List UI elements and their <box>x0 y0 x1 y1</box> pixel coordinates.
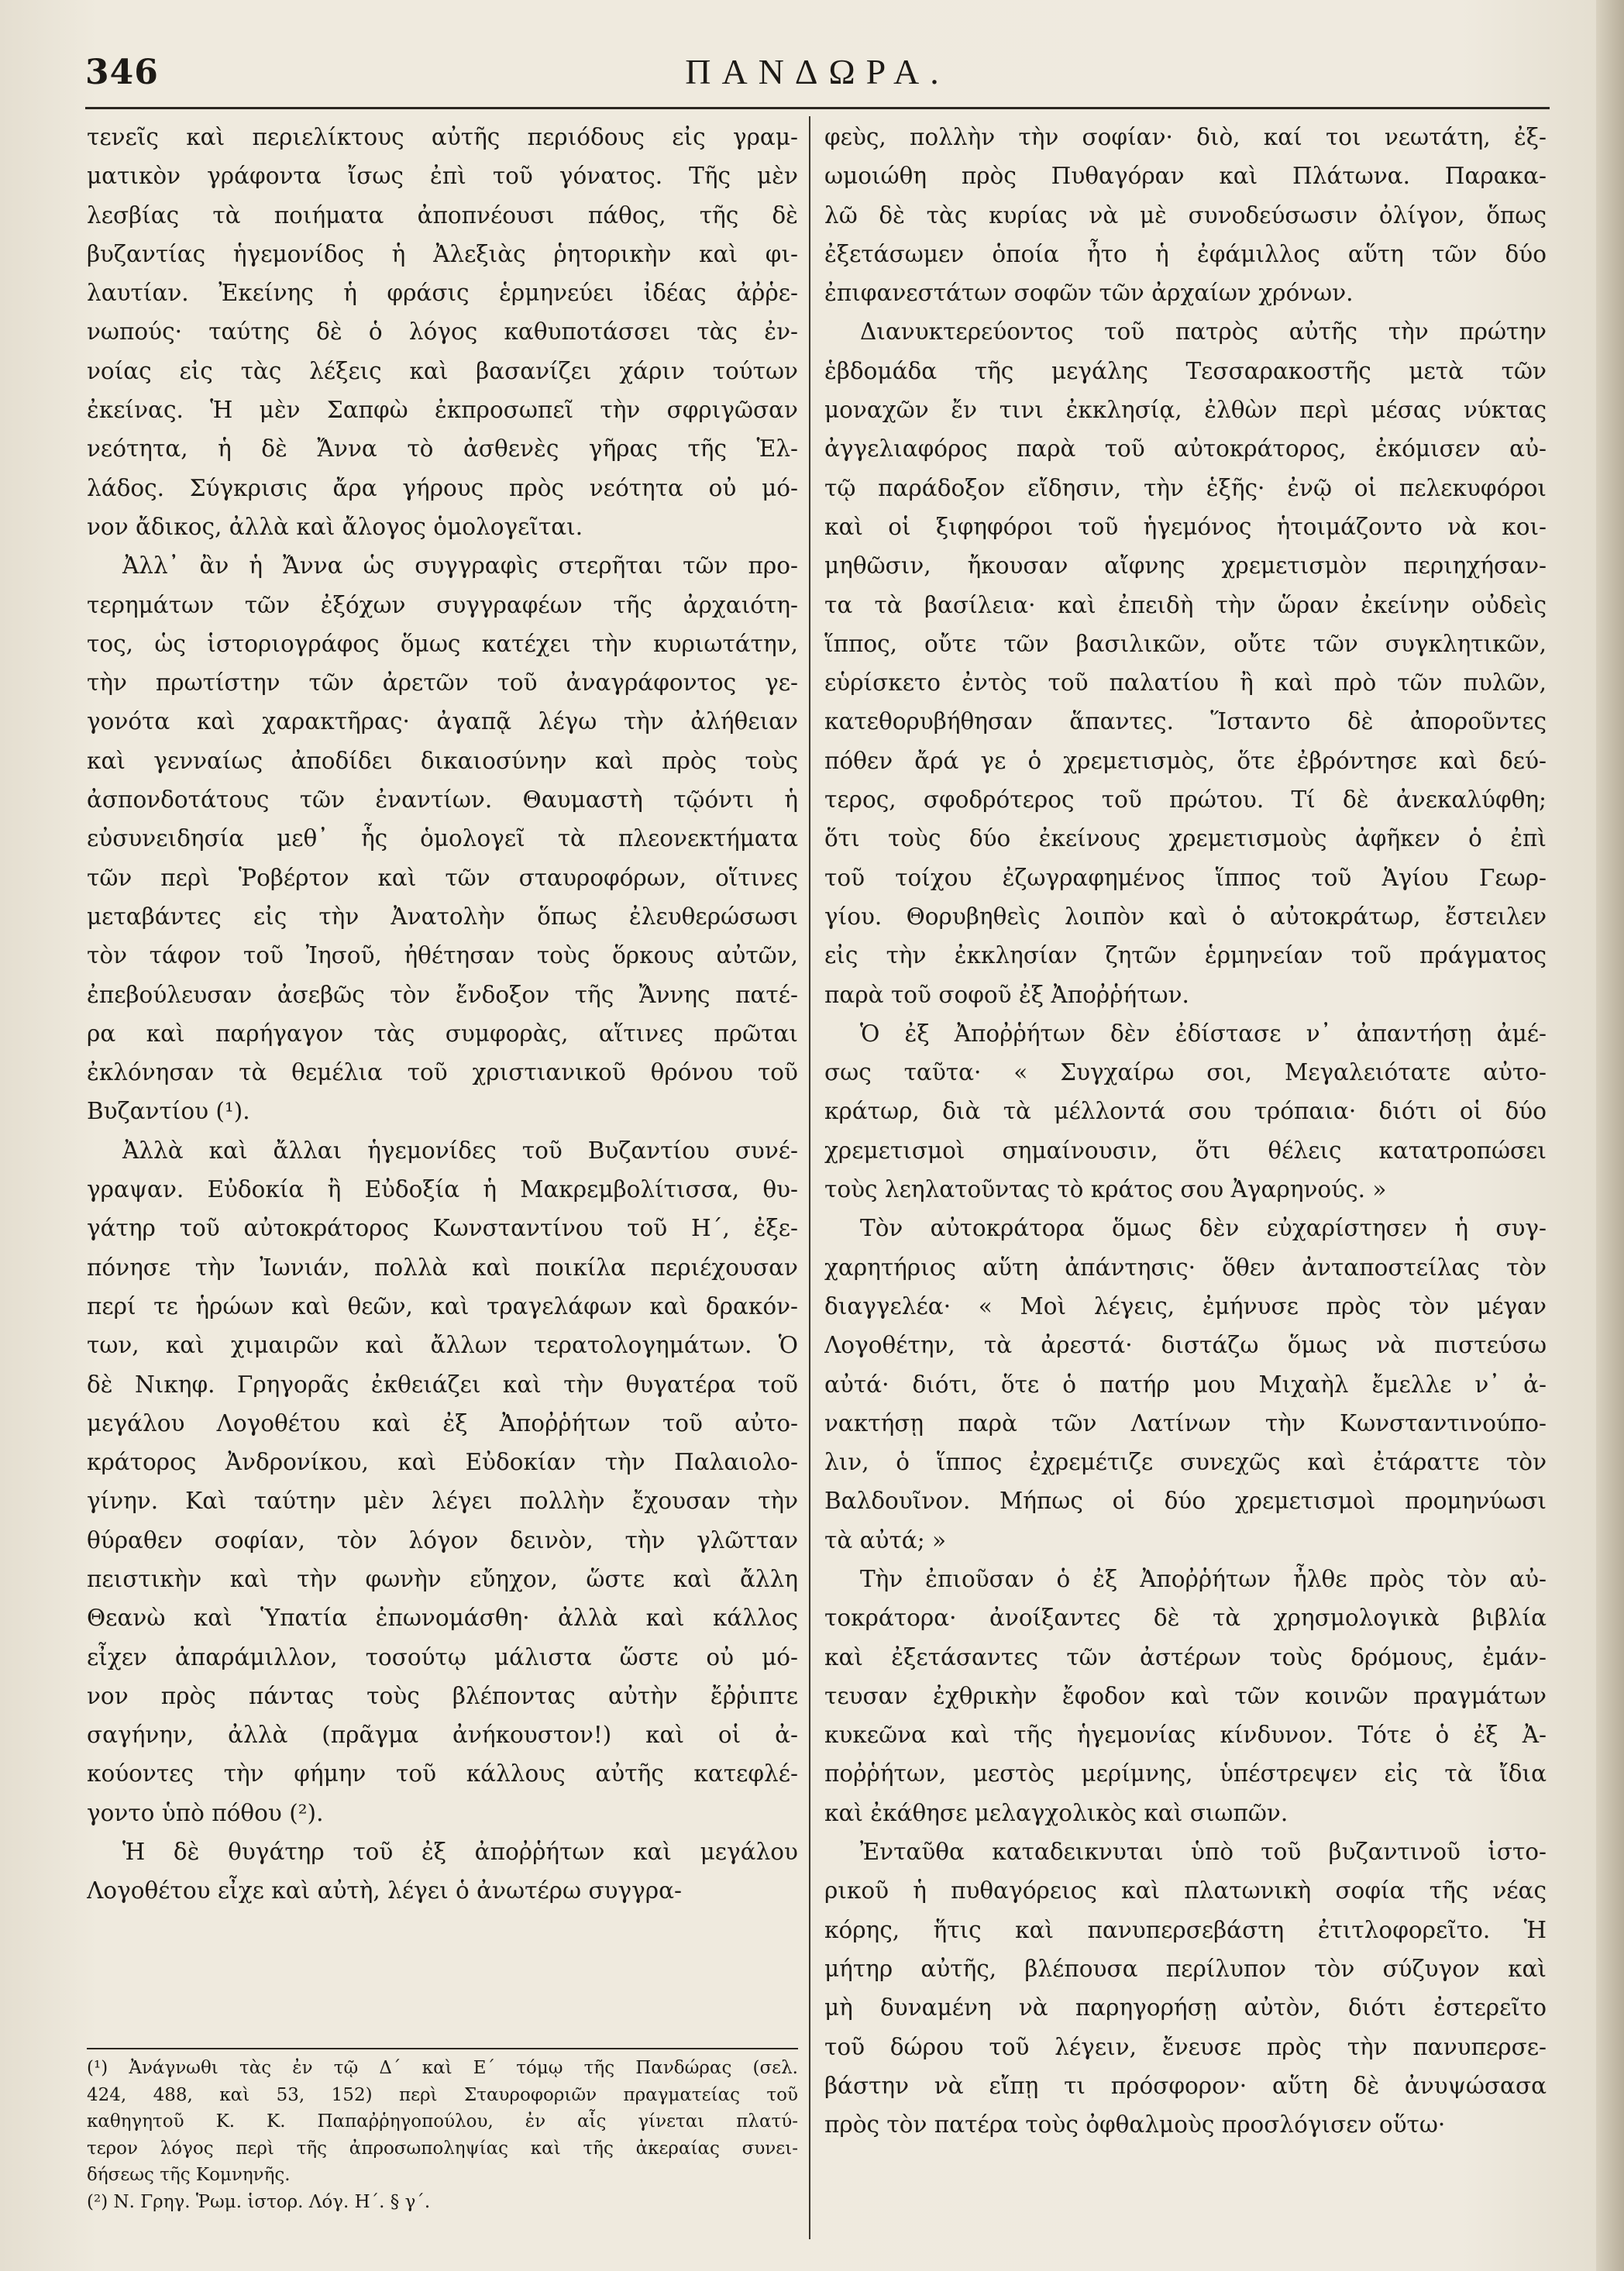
page-number: 346 <box>85 53 159 92</box>
text-line: τερημάτων τῶν ἐξόχων συγγραφέων τῆς ἀρχαιότη- <box>87 591 798 618</box>
text-line: ἐπιφανεστάτων σοφῶν τῶν ἀρχαίων χρόνων. <box>824 280 1354 307</box>
text-line: ἀσπονδοτάτους τῶν ἐναντίων. Θαυμαστὴ τῷόντι ἡ <box>87 786 798 814</box>
text-line: τῶν περὶ Ῥοβέρτον καὶ τῶν σταυροφόρων, οἵτινες <box>87 864 798 891</box>
footnote-line: δήσεως τῆς Κομνηνῆς. <box>87 2165 291 2185</box>
text-line: θύραθεν σοφίαν, τὸν λόγον δεινὸν, τὴν γλῶτταν <box>87 1526 798 1554</box>
header-rule <box>85 107 1550 109</box>
text-line: κατεθορυβήθησαν ἅπαντες. Ἵσταντο δὲ ἀποροῦντες <box>824 708 1547 735</box>
text-line: Ἀλλὰ καὶ ἄλλαι ἡγεμονίδες τοῦ Βυζαντίου συνέ- <box>122 1137 798 1164</box>
right-column <box>824 118 1547 2144</box>
text-line: τα τὰ βασίλεια· καὶ ἐπειδὴ τὴν ὥραν ἐκείνην οὐδεὶς <box>824 591 1547 618</box>
text-line: των, καὶ χιμαιρῶν καὶ ἄλλων τερατολογημάτων. Ὁ <box>87 1332 798 1359</box>
text-line: γοντο ὑπὸ πόθου (²). <box>87 1799 324 1826</box>
text-line: τοκράτορα· ἀνοίξαντες δὲ τὰ χρησμολογικὰ βιβλία <box>824 1605 1547 1632</box>
text-line: γίνην. Καὶ ταύτην μὲν λέγει πολλὴν ἔχουσαν τὴν <box>87 1488 798 1515</box>
text-line: καὶ γενναίως ἀποδίδει δικαιοσύνην καὶ πρὸς τοὺς <box>87 747 798 774</box>
column-divider <box>809 116 810 2239</box>
text-line: κράτορος Ἀνδρονίκου, καὶ Εὐδοκίαν τὴν Παλαιολο- <box>87 1449 798 1476</box>
text-line: σως ταῦτα· « Συγχαίρω σοι, Μεγαλειότατε αὐτο- <box>824 1059 1547 1086</box>
text-line: τῷ παράδοξον εἴδησιν, τὴν ἑξῆς· ἐνῷ οἱ πελεκυφόροι <box>824 474 1547 501</box>
text-line: γάτηρ τοῦ αὐτοκράτορος Κωνσταντίνου τοῦ Η΄, ἐξε- <box>87 1215 798 1242</box>
text-line: γονότα καὶ χαρακτῆρας· ἀγαπᾷ λέγω τὴν ἀλήθειαν <box>87 708 798 735</box>
text-line: τευσαν ἐχθρικὴν ἔφοδον καὶ τῶν κοινῶν πραγμάτων <box>824 1682 1547 1709</box>
text-line: κυκεῶνα καὶ τῆς ἡγεμονίας κίνδυνον. Τότε ὁ ἐξ Ἀ- <box>824 1722 1547 1749</box>
text-line: ἐκείνας. Ἡ μὲν Σαπφὼ ἐκπροσωπεῖ τὴν σφριγῶσαν <box>87 397 798 424</box>
text-line: πρὸς τὸν πατέρα τοὺς ὀφθαλμοὺς προσλόγισεν οὕτω· <box>824 2111 1446 2139</box>
text-line: βυζαντίας ἡγεμονίδος ἡ Ἀλεξιὰς ῥητορικὴν καὶ φι- <box>87 240 798 267</box>
text-line: νακτήσῃ παρὰ τῶν Λατίνων τὴν Κωνσταντινούπο- <box>824 1409 1547 1437</box>
text-line: τοὺς λεηλατοῦντας τὸ κράτος σου Ἀγαρηνούς. » <box>824 1176 1387 1203</box>
text-line: νοίας εἰς τὰς λέξεις καὶ βασανίζει χάριν τούτων <box>87 357 798 384</box>
text-line: νον ἄδικος, ἀλλὰ καὶ ἄλογος ὁμολογεῖται. <box>87 513 583 540</box>
text-line: Βαλδουῖνον. Μήπως οἱ δύο χρεμετισμοὶ προμηνύωσι <box>824 1488 1547 1515</box>
text-line: μοναχῶν ἔν τινι ἐκκλησίᾳ, ἐλθὼν περὶ μέσας νύκτας <box>824 397 1547 424</box>
text-line: νεότητα, ἡ δὲ Ἄννα τὸ ἀσθενὲς γῆρας τῆς Ἑλ- <box>87 435 798 463</box>
text-line: αὐτά· διότι, ὅτε ὁ πατήρ μου Μιχαὴλ ἔμελλε ν᾽ ἀ- <box>824 1371 1547 1398</box>
text-line: πόνησε τὴν Ἰωνιάν, πολλὰ καὶ ποικίλα περιέχουσαν <box>87 1254 798 1281</box>
running-head: ΠΑΝΔΩΡΑ. <box>685 52 950 91</box>
text-line: μηθῶσιν, ἤκουσαν αἴφνης χρεμετισμὸν περιηχήσαν- <box>824 552 1547 580</box>
text-line: ωμοιώθη πρὸς Πυθαγόραν καὶ Πλάτωνα. Παρακα- <box>824 163 1547 190</box>
text-line: Τὸν αὐτοκράτορα ὅμως δὲν εὐχαρίστησεν ἡ συγ- <box>860 1215 1547 1242</box>
footnote-line: καθηγητοῦ Κ. Κ. Παπαῤῥηγοπούλου, ἐν αἷς γίνεται πλατύ- <box>87 2111 798 2132</box>
text-line: Λογοθέτου εἶχε καὶ αὐτὴ, λέγει ὁ ἀνωτέρω συγγρα- <box>87 1877 683 1905</box>
footnote-rule <box>87 2048 798 2049</box>
text-line: χαρητήριος αὕτη ἀπάντησις· ὅθεν ἀνταποστείλας τὸν <box>824 1254 1547 1281</box>
text-line: τὰ αὐτά; » <box>824 1526 947 1554</box>
text-line: Βυζαντίου (¹). <box>87 1098 250 1125</box>
text-line: τοῦ τοίχου ἐζωγραφημένος ἵππος τοῦ Ἁγίου Γεωρ- <box>824 864 1547 891</box>
text-line: καὶ ἐκάθησε μελαγχολικὸς καὶ σιωπῶν. <box>824 1799 1289 1826</box>
text-line: ἵππος, οὔτε τῶν βασιλικῶν, οὔτε τῶν συγκλητικῶν, <box>824 630 1547 657</box>
footnote-line: τερον λόγος περὶ τῆς ἀπροσωποληψίας καὶ τῆς ἀκεραίας συνει- <box>87 2138 798 2159</box>
text-line: εἰς τὴν ἐκκλησίαν ζητῶν ἑρμηνείαν τοῦ πράγματος <box>824 942 1547 969</box>
text-line: καὶ οἱ ξιφηφόροι τοῦ ἡγεμόνος ἡτοιμάζοντο νὰ κοι- <box>824 513 1547 540</box>
text-line: λιν, ὁ ἵππος ἐχρεμέτιζε συνεχῶς καὶ ἐτάραττε τὸν <box>824 1449 1547 1476</box>
text-line: καὶ ἐξετάσαντες τῶν ἀστέρων τοὺς δρόμους, ἐμάν- <box>824 1643 1547 1671</box>
text-line: παρὰ τοῦ σοφοῦ ἐξ Ἀποῤῥήτων. <box>824 981 1189 1008</box>
text-line: κράτωρ, διὰ τὰ μέλλοντά σου τρόπαια· διότι οἱ δύο <box>824 1098 1547 1125</box>
text-line: βάστην νὰ εἴπῃ τι πρόσφορον· αὕτη δὲ ἀνυψώσασα <box>824 2072 1547 2099</box>
text-line: ματικὸν γράφοντα ἴσως ἐπὶ τοῦ γόνατος. Τῆς μὲν <box>87 163 798 190</box>
text-line: νωπούς· ταύτης δὲ ὁ λόγος καθυποτάσσει τὰς ἐν- <box>87 318 798 346</box>
book-spine-shadow <box>1596 0 1624 2271</box>
text-line: διαγγελέα· « Μοὶ λέγεις, ἐμήνυσε πρὸς τὸν μέγαν <box>824 1292 1547 1320</box>
text-line: μήτηρ αὐτῆς, βλέπουσα περίλυπον τὸν σύζυγον καὶ <box>824 1955 1547 1982</box>
text-line: γραψαν. Εὐδοκία ἢ Εὐδοξία ἡ Μακρεμβολίτισσα, θυ- <box>87 1176 798 1203</box>
text-line: Λογοθέτην, τὰ ἀρεστά· διστάζω ὅμως νὰ πιστεύσω <box>824 1332 1547 1359</box>
text-line: ἑβδομάδα τῆς μεγάλης Τεσσαρακοστῆς μετὰ τῶν <box>824 357 1547 384</box>
text-line: τος, ὡς ἱστοριογράφος ὅμως κατέχει τὴν κυριωτάτην, <box>87 630 798 657</box>
text-line: εὐσυνειδησία μεθ᾽ ἧς ὁμολογεῖ τὰ πλεονεκτήματα <box>87 825 798 852</box>
text-line: νον πρὸς πάντας τοὺς βλέποντας αὐτὴν ἔῤῥιπτε <box>87 1682 798 1709</box>
text-line: μεγάλου Λογοθέτου καὶ ἐξ Ἀποῤῥήτων τοῦ αὐτο- <box>87 1409 798 1437</box>
text-line: Ἡ δὲ θυγάτηρ τοῦ ἐξ ἀποῤῥήτων καὶ μεγάλου <box>122 1839 798 1866</box>
text-line: λεσβίας τὰ ποιήματα ἀποπνέουσι πάθος, τῆς δὲ <box>87 201 798 229</box>
text-line: σαγήνην, ἀλλὰ (πρᾶγμα ἀνήκουστον!) καὶ οἱ ἀ- <box>87 1722 798 1749</box>
text-line: εὑρίσκετο ἐντὸς τοῦ παλατίου ἢ καὶ πρὸ τῶν πυλῶν, <box>824 669 1547 697</box>
text-line: ποῤῥήτων, μεστὸς μερίμνης, ὑπέστρεψεν εἰς τὰ ἴδια <box>824 1760 1547 1788</box>
text-line: ἐπεβούλευσαν ἀσεβῶς τὸν ἔνδοξον τῆς Ἄννης πατέ- <box>87 981 798 1008</box>
text-line: γίου. Θορυβηθεὶς λοιπὸν καὶ ὁ αὐτοκράτωρ, ἔστειλεν <box>824 903 1547 930</box>
text-line: τοῦ δώρου τοῦ λέγειν, ἔνευσε πρὸς τὴν πανυπερσε- <box>824 2033 1547 2060</box>
text-line: τερος, σφοδρότερος τοῦ πρώτου. Τί δὲ ἀνεκαλύφθη; <box>824 786 1547 814</box>
text-line: μεταβάντες εἰς τὴν Ἀνατολὴν ὅπως ἐλευθερώσωσι <box>87 903 798 930</box>
text-line: Διανυκτερεύοντος τοῦ πατρὸς αὐτῆς τὴν πρώτην <box>860 318 1547 346</box>
text-line: Τὴν ἐπιοῦσαν ὁ ἐξ Ἀποῤῥήτων ἦλθε πρὸς τὸν αὐ- <box>860 1565 1547 1592</box>
text-line: ὅτι τοὺς δύο ἐκείνους χρεμετισμοὺς ἀφῆκεν ὁ ἐπὶ <box>824 825 1547 852</box>
text-line: εἶχεν ἀπαράμιλλον, τοσούτῳ μάλιστα ὥστε οὐ μό- <box>87 1643 798 1671</box>
text-line: λαυτίαν. Ἐκείνης ἡ φράσις ἑρμηνεύει ἰδέας ἀῤῥε- <box>87 280 798 307</box>
text-line: φεὺς, πολλὴν τὴν σοφίαν· διὸ, καί τοι νεωτάτη, ἐξ- <box>824 124 1547 150</box>
text-line: χρεμετισμοὶ σημαίνουσιν, ὅτι θέλεις κατατροπώσει <box>824 1137 1547 1164</box>
text-line: ρα καὶ παρήγαγον τὰς συμφορὰς, αἵτινες πρῶται <box>87 1020 798 1047</box>
text-line: λῶ δὲ τὰς κυρίας νὰ μὲ συνοδεύσωσιν ὀλίγον, ὅπως <box>824 201 1547 229</box>
footnote-line: (¹) Ἀνάγνωθι τὰς ἐν τῷ Δ΄ καὶ Ε΄ τόμῳ τῆς Πανδώρας (σελ. <box>87 2058 798 2078</box>
text-line: Ἀλλ᾽ ἂν ἡ Ἄννα ὡς συγγραφὶς στερῆται τῶν προ- <box>122 552 798 580</box>
text-line: Ἐνταῦθα καταδεικνυται ὑπὸ τοῦ βυζαντινοῦ ἱστο- <box>860 1839 1547 1866</box>
text-line: πόθεν ἄρά γε ὁ χρεμετισμὸς, ὅτε ἐβρόντησε καὶ δεύ- <box>824 747 1547 774</box>
footnote-line: (²) Ν. Γρηγ. Ῥωμ. ἱστορ. Λόγ. Η΄. § γ΄. <box>87 2191 431 2212</box>
text-line: δὲ Νικηφ. Γρηγορᾶς ἐκθειάζει καὶ τὴν θυγατέρα τοῦ <box>87 1371 798 1398</box>
text-line: Θεανὼ καὶ Ὑπατία ἐπωνομάσθη· ἀλλὰ καὶ κάλλος <box>87 1605 798 1632</box>
text-line: πειστικὴν καὶ τὴν φωνὴν εὔηχον, ὥστε καὶ ἄλλη <box>87 1565 798 1592</box>
page-header <box>85 46 1550 108</box>
footnotes <box>87 2055 798 2215</box>
text-line: μὴ δυναμένη νὰ παρηγορήσῃ αὐτὸν, διότι ἐστερεῖτο <box>824 1994 1547 2022</box>
text-line: περί τε ἡρώων καὶ θεῶν, καὶ τραγελάφων καὶ δρακόν- <box>87 1292 798 1320</box>
text-line: τὴν πρωτίστην τῶν ἀρετῶν τοῦ ἀναγράφοντος γε- <box>87 669 798 697</box>
text-line: τενεῖς καὶ περιελίκτους αὐτῆς περιόδους εἰς γραμ- <box>87 124 798 150</box>
text-line: τὸν τάφον τοῦ Ἰησοῦ, ἠθέτησαν τοὺς ὅρκους αὐτῶν, <box>87 942 798 969</box>
text-line: λάδος. Σύγκρισις ἄρα γήρους πρὸς νεότητα οὐ μό- <box>87 474 798 501</box>
footnote-line: 424, 488, καὶ 53, 152) περὶ Σταυροφοριῶν πραγματείας τοῦ <box>87 2084 798 2105</box>
text-line: Ὁ ἐξ Ἀποῤῥήτων δὲν ἐδίστασε ν᾽ ἀπαντήσῃ ἀμέ- <box>860 1020 1547 1047</box>
text-line: ρικοῦ ἡ πυθαγόρειος καὶ πλατωνικὴ σοφία τῆς νέας <box>824 1877 1547 1905</box>
left-column <box>87 118 798 1911</box>
text-line: ἐξετάσωμεν ὁποία ἦτο ἡ ἐφάμιλλος αὕτη τῶν δύο <box>824 240 1547 267</box>
text-line: κόρης, ἥτις καὶ πανυπερσεβάστη ἐτιτλοφορεῖτο. Ἡ <box>824 1916 1547 1943</box>
text-line: ἐκλόνησαν τὰ θεμέλια τοῦ χριστιανικοῦ θρόνου τοῦ <box>87 1059 798 1086</box>
text-line: κούοντες τὴν φήμην τοῦ κάλλους αὐτῆς κατεφλέ- <box>87 1760 798 1788</box>
text-line: ἀγγελιαφόρος παρὰ τοῦ αὐτοκράτορος, ἐκόμισεν αὐ- <box>824 435 1547 463</box>
